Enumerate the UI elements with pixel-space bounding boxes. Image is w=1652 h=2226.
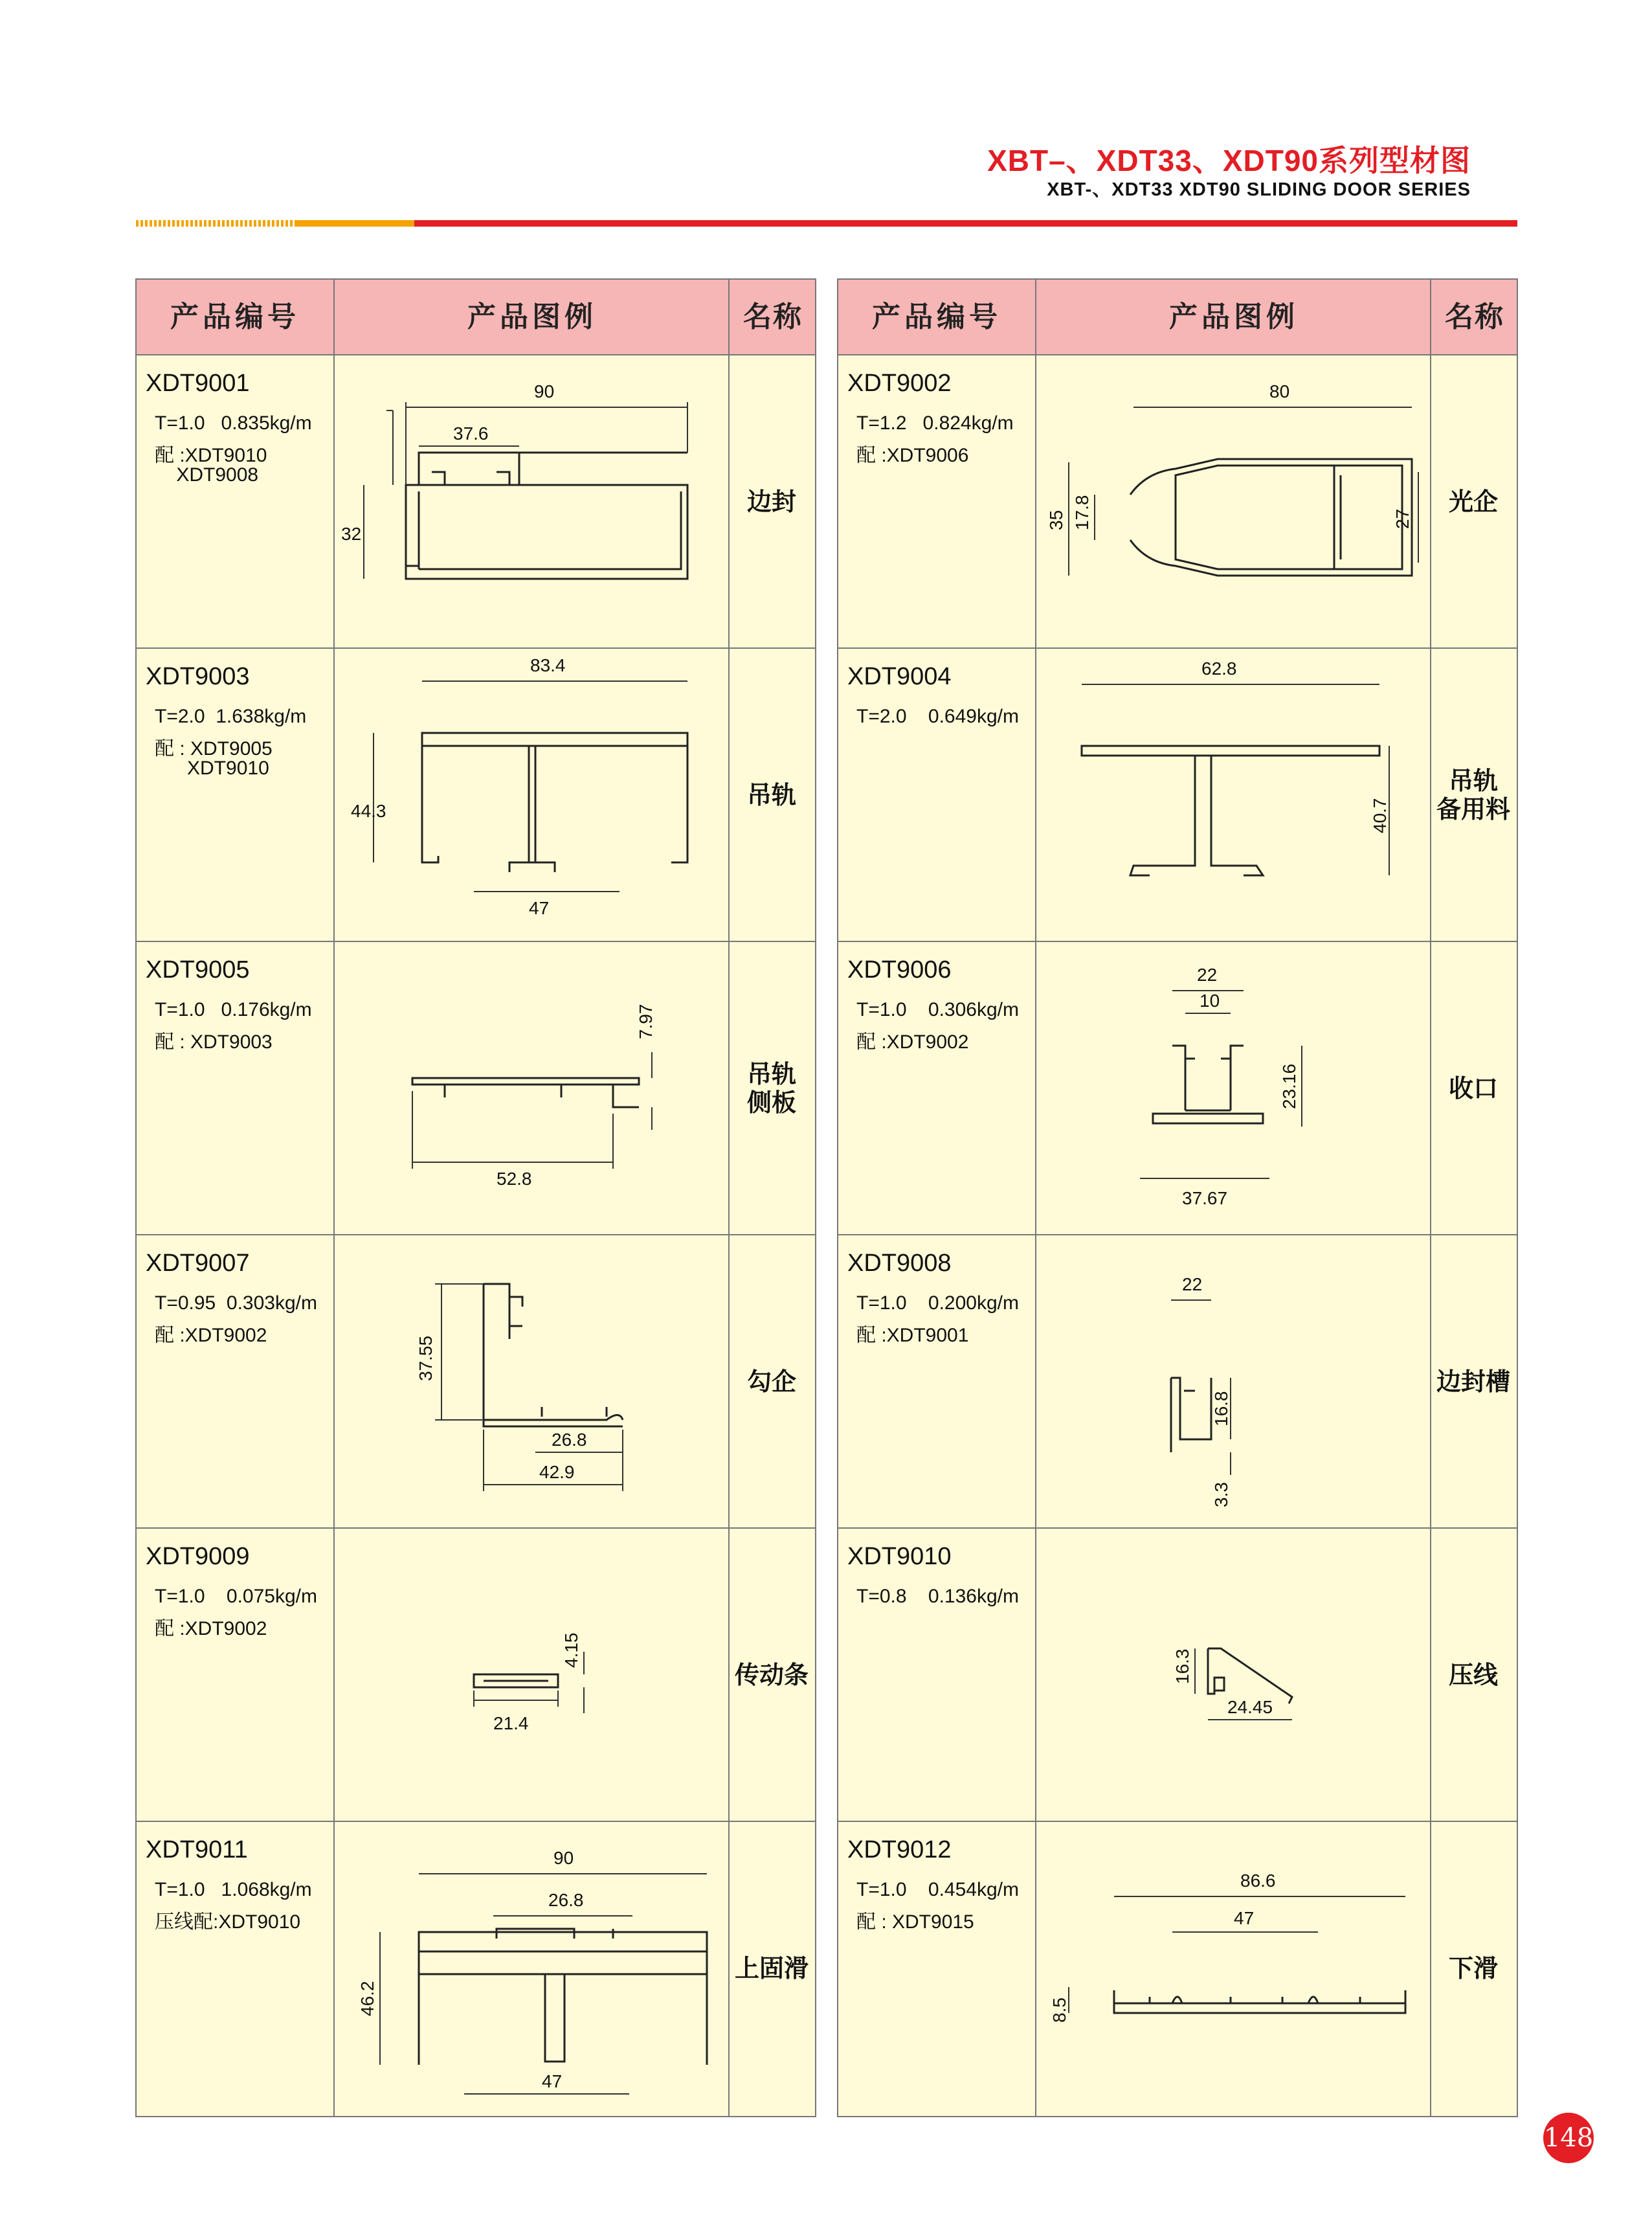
table-row	[137, 1234, 815, 1529]
profile-drawing	[1036, 942, 1430, 1235]
profile-drawing	[1036, 1822, 1430, 2115]
dimension-label: 23.16	[1279, 1063, 1299, 1109]
profile-drawing	[335, 1822, 728, 2115]
product-name: 边封	[746, 488, 796, 516]
dimension-label: 42.9	[539, 1462, 575, 1482]
product-code: XDT9002	[847, 370, 952, 397]
dimension-label: 24.45	[1227, 1697, 1273, 1717]
product-code: XDT9008	[847, 1250, 952, 1277]
dimension-label: 47	[1234, 1908, 1255, 1928]
dimension-label: 52.8	[497, 1169, 532, 1189]
product-spec: T=1.0 0.200kg/m	[856, 1292, 1019, 1314]
dimension-label: 21.4	[493, 1713, 529, 1733]
dimension-label: 22	[1182, 1274, 1203, 1294]
dimension-label: 26.8	[552, 1430, 587, 1450]
product-pairing: 配 :XDT9002	[856, 1031, 969, 1053]
table-row	[838, 354, 1517, 649]
table-row	[137, 354, 815, 649]
product-pairing: 压线配:XDT9010	[155, 1911, 301, 1933]
profile-drawing	[1036, 355, 1430, 649]
profile-drawing	[1036, 1235, 1430, 1529]
page-title: XBT–、XDT33、XDT90系列型材图	[987, 144, 1471, 177]
profile-drawing	[1036, 1529, 1430, 1822]
dimension-label: 90	[553, 1848, 574, 1868]
profile-drawing	[335, 1529, 728, 1822]
profile-drawing	[335, 649, 728, 942]
table-header	[838, 280, 1517, 355]
profile-drawing	[335, 355, 728, 649]
product-code: XDT9005	[146, 956, 250, 984]
profile-drawing	[1036, 649, 1430, 942]
product-code: XDT9011	[146, 1836, 248, 1863]
dimension-label: 83.4	[530, 655, 566, 675]
product-code: XDT9009	[146, 1543, 250, 1570]
table-row	[838, 941, 1517, 1235]
dimension-label: 47	[529, 898, 550, 918]
table-row	[137, 941, 815, 1235]
product-code: XDT9003	[146, 663, 250, 690]
product-pairing: 配 :XDT9002	[155, 1325, 267, 1346]
product-pairing: 配 :XDT9010 XDT9008	[155, 445, 267, 486]
product-spec: T=1.0 0.835kg/m	[155, 412, 312, 434]
dimension-label: 37.6	[453, 423, 489, 444]
header-code: 产品编号	[872, 301, 1001, 333]
header-figure: 产品图例	[1035, 280, 1431, 354]
dimension-label: 27	[1392, 508, 1412, 529]
dimension-label: 40.7	[1370, 798, 1390, 833]
dimension-label: 16.3	[1172, 1648, 1192, 1684]
product-name: 吊轨 备用料	[1436, 767, 1510, 824]
dimension-label: 90	[534, 381, 555, 401]
dimension-label: 86.6	[1240, 1871, 1276, 1891]
dimension-label: 35	[1046, 510, 1066, 530]
dimension-label: 37.67	[1182, 1188, 1228, 1208]
dimension-label: 16.8	[1211, 1391, 1231, 1426]
product-name: 勾企	[746, 1368, 796, 1396]
table-row	[838, 1234, 1517, 1529]
profile-drawing	[335, 1235, 728, 1529]
profile-table-left	[135, 278, 816, 2117]
header-rule-dots	[136, 220, 295, 227]
dimension-label: 26.8	[548, 1890, 584, 1910]
product-name: 边封槽	[1436, 1368, 1510, 1396]
product-pairing: 配 : XDT9003	[155, 1031, 273, 1053]
table-row	[137, 1527, 815, 1822]
header-rule-accent	[295, 220, 414, 227]
product-name: 下滑	[1448, 1955, 1498, 1983]
product-code: XDT9004	[847, 663, 952, 690]
product-code: XDT9010	[847, 1543, 952, 1570]
product-spec: T=2.0 1.638kg/m	[155, 706, 307, 727]
header-code: 产品编号	[170, 301, 300, 333]
dimension-label: 80	[1269, 381, 1290, 401]
product-name: 收口	[1448, 1075, 1498, 1103]
dimension-label: 4.15	[561, 1632, 581, 1668]
product-spec: T=1.0 0.306kg/m	[856, 999, 1019, 1020]
product-spec: T=1.0 0.075kg/m	[155, 1586, 317, 1607]
profile-table-right	[837, 278, 1518, 2117]
dimension-label: 62.8	[1201, 658, 1237, 679]
product-spec: T=2.0 0.649kg/m	[856, 706, 1019, 727]
dimension-label: 22	[1197, 965, 1218, 985]
dimension-label: 17.8	[1072, 495, 1092, 530]
product-pairing: 配 :XDT9006	[856, 445, 969, 466]
table-row	[137, 647, 815, 942]
dimension-label: 47	[542, 2071, 563, 2091]
product-name: 吊轨	[746, 781, 796, 809]
dimension-label: 3.3	[1211, 1482, 1231, 1507]
product-name: 传动条	[734, 1661, 809, 1689]
product-spec: T=1.0 0.176kg/m	[155, 999, 312, 1020]
table-row	[838, 1527, 1517, 1822]
header-figure: 产品图例	[333, 280, 730, 354]
header-name: 名称	[1430, 280, 1518, 354]
dimension-label: 32	[341, 524, 362, 544]
product-code: XDT9006	[847, 956, 952, 984]
product-spec: T=0.8 0.136kg/m	[856, 1586, 1019, 1607]
dimension-label: 8.5	[1049, 1997, 1069, 2023]
product-spec: T=1.2 0.824kg/m	[856, 412, 1014, 434]
dimension-label: 44.3	[351, 801, 386, 821]
product-name: 吊轨 侧板	[746, 1061, 796, 1117]
product-pairing: 配 : XDT9005 XDT9010	[155, 738, 273, 779]
dimension-label: 7.97	[636, 1004, 656, 1039]
product-pairing: 配 :XDT9002	[155, 1618, 267, 1639]
product-spec: T=0.95 0.303kg/m	[155, 1292, 317, 1314]
product-spec: T=1.0 0.454kg/m	[856, 1879, 1019, 1900]
product-pairing: 配 :XDT9001	[856, 1325, 969, 1346]
product-spec: T=1.0 1.068kg/m	[155, 1879, 312, 1900]
page-subtitle: XBT-、XDT33 XDT90 SLIDING DOOR SERIES	[1047, 179, 1471, 200]
product-code: XDT9007	[146, 1250, 250, 1277]
product-name: 光企	[1448, 488, 1498, 516]
profile-drawing	[335, 942, 728, 1235]
dimension-label: 37.55	[416, 1335, 436, 1381]
product-pairing: 配 : XDT9015	[856, 1911, 974, 1933]
product-code: XDT9012	[847, 1836, 952, 1863]
table-header	[137, 280, 815, 355]
dimension-label: 10	[1200, 991, 1220, 1011]
page-number: 148	[1543, 2113, 1594, 2163]
product-name: 压线	[1448, 1661, 1498, 1689]
header-name: 名称	[728, 280, 816, 354]
product-code: XDT9001	[146, 370, 250, 397]
dimension-label: 46.2	[357, 1981, 377, 2016]
table-row	[838, 1821, 1517, 2115]
table-row	[137, 1821, 815, 2115]
product-name: 上固滑	[734, 1955, 809, 1983]
table-row	[838, 647, 1517, 942]
